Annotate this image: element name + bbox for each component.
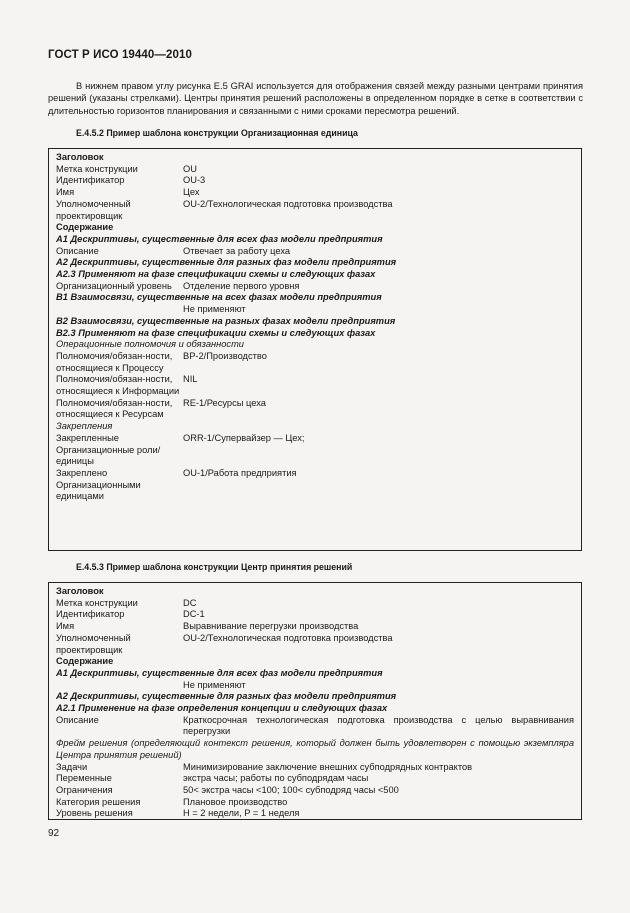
template-row bbox=[56, 351, 574, 374]
row-label: Описание bbox=[56, 714, 99, 725]
template-row bbox=[56, 598, 574, 610]
row-value: 50< экстра часы <100; 100< субподряд часы <500 bbox=[183, 784, 399, 795]
template-box-decision-center bbox=[48, 582, 582, 820]
intro-paragraph bbox=[48, 80, 583, 117]
template-row bbox=[56, 374, 574, 397]
row-label: Описание bbox=[56, 245, 99, 256]
row-value: Краткосрочная технологическая подготовка производства с целью выравнивания перегрузки bbox=[183, 714, 574, 737]
template-row bbox=[56, 609, 574, 621]
a2-title: А2 Дескриптивы, существенные для разных фаз модели предприятия bbox=[56, 691, 397, 702]
row-label: Метка конструкции bbox=[56, 597, 138, 608]
row-label: Закрепленные Организационные роли/единицы bbox=[56, 432, 161, 467]
row-label: Категория решения bbox=[56, 796, 141, 807]
template-row bbox=[56, 468, 574, 503]
a1-title: А1 Дескриптивы, существенные для всех фаз модели предприятия bbox=[56, 667, 383, 678]
standard-header: ГОСТ Р ИСО 19440—2010 bbox=[48, 49, 193, 61]
header-title: Заголовок bbox=[56, 586, 104, 596]
row-label: Метка конструкции bbox=[56, 163, 138, 174]
template-row bbox=[56, 246, 574, 258]
template-row bbox=[56, 175, 574, 187]
row-value: H = 2 недели, P = 1 неделя bbox=[183, 808, 300, 819]
header-title: Заголовок bbox=[56, 152, 104, 162]
template-box-org-unit bbox=[48, 148, 582, 551]
template-row bbox=[56, 187, 574, 199]
template-row bbox=[56, 762, 574, 774]
row-label: Организационный уровень bbox=[56, 280, 172, 291]
content-title: Содержание bbox=[56, 656, 114, 667]
row-value: ORR-1/Супервайзер — Цех; bbox=[183, 432, 305, 443]
intro-text: В нижнем правом углу рисунка Е.5 GRAI используется для отображения связей между разными центрами принятия решений (указаны стрелками). Центры принятия решений расположены в определенном порядке в сетке в соответствии с длительностью горизонтов планирования и связанными с ними сроками пересмотра решений. bbox=[48, 81, 583, 116]
template-row bbox=[56, 785, 574, 797]
section-heading-decision-center: Е.4.5.3 Пример шаблона конструкции Центр принятия решений bbox=[76, 562, 353, 572]
row-value: OU-3 bbox=[183, 175, 206, 186]
row-value: OU-2/Технологическая подготовка производства bbox=[183, 198, 393, 209]
b1-title: В1 Взаимосвязи, существенные на всех фазах модели предприятия bbox=[56, 292, 382, 303]
template-row bbox=[56, 433, 574, 468]
row-value: Плановое производство bbox=[183, 796, 288, 807]
a23-title: А2.3 Применяют на фазе спецификации схемы и следующих фазах bbox=[56, 269, 376, 280]
template-row bbox=[56, 797, 574, 809]
row-value: RE-1/Ресурсы цеха bbox=[183, 397, 266, 408]
template-row bbox=[56, 281, 574, 293]
row-value: Отделение первого уровня bbox=[183, 280, 300, 291]
a1-title: А1 Дескриптивы, существенные для всех фаз модели предприятия bbox=[56, 233, 383, 244]
template-row bbox=[56, 199, 574, 222]
section-heading-org-unit: Е.4.5.2 Пример шаблона конструкции Организационная единица bbox=[76, 128, 358, 138]
row-label: Идентификатор bbox=[56, 609, 125, 620]
row-label: Полномочия/обязан-ности, относящиеся к Процессу bbox=[56, 350, 173, 373]
row-label: Уровень решения bbox=[56, 808, 133, 819]
row-label: Уполномоченный проектировщик bbox=[56, 198, 131, 221]
row-label: Уполномоченный проектировщик bbox=[56, 632, 131, 655]
row-label: Закреплено Организационными единицами bbox=[56, 467, 141, 502]
a21-title: А2.1 Применение на фазе определения концепции и следующих фазах bbox=[56, 703, 388, 714]
template-row bbox=[56, 808, 574, 820]
row-value: OU-2/Технологическая подготовка производства bbox=[183, 632, 393, 643]
row-label: Ограничения bbox=[56, 784, 113, 795]
op-title: Операционные полномочия и обязанности bbox=[56, 339, 244, 350]
template-row bbox=[56, 164, 574, 176]
row-label: Полномочия/обязан-ности, относящиеся к Ресурсам bbox=[56, 397, 173, 420]
b1-value: Не применяют bbox=[183, 304, 246, 315]
row-value: Отвечает за работу цеха bbox=[183, 245, 291, 256]
b2-title: В2 Взаимосвязи, существенные на разных фазах модели предприятия bbox=[56, 315, 396, 326]
row-label: Идентификатор bbox=[56, 175, 125, 186]
row-label: Задачи bbox=[56, 761, 88, 772]
a2-title: А2 Дескриптивы, существенные для разных фаз модели предприятия bbox=[56, 257, 397, 268]
page-number: 92 bbox=[48, 828, 60, 839]
row-value: DC-1 bbox=[183, 609, 205, 620]
row-label: Имя bbox=[56, 187, 75, 198]
row-value: DC bbox=[183, 597, 197, 608]
template-row bbox=[56, 398, 574, 421]
row-value: OU-1/Работа предприятия bbox=[183, 467, 297, 478]
template-row bbox=[56, 773, 574, 785]
template-row bbox=[56, 633, 574, 656]
row-value: экстра часы; работы по субподрядам часы bbox=[183, 773, 369, 784]
row-value: Цех bbox=[183, 187, 200, 198]
a1-value: Не применяют bbox=[183, 679, 246, 690]
template-row bbox=[56, 621, 574, 633]
row-value: Минимизирование заключение внешних субподрядных контрактов bbox=[183, 761, 473, 772]
template-row bbox=[56, 715, 574, 738]
b23-title: В2.3 Применяют на фазе спецификации схемы и следующих фазах bbox=[56, 327, 376, 338]
fix-title: Закрепления bbox=[56, 421, 113, 432]
row-value: Выравнивание перегрузки производства bbox=[183, 621, 359, 632]
content-title: Содержание bbox=[56, 222, 114, 233]
row-label: Полномочия/обязан-ности, относящиеся к Информации bbox=[56, 374, 180, 397]
row-value: NIL bbox=[183, 374, 198, 385]
row-value: BP-2/Производство bbox=[183, 350, 267, 361]
decision-frame-text: Фрейм решения (определяющий контекст решения, который должен быть удовлетворен с помощью экземпляра Центра принятия решений) bbox=[56, 738, 574, 760]
row-label: Переменные bbox=[56, 773, 112, 784]
row-value: OU bbox=[183, 163, 197, 174]
row-label: Имя bbox=[56, 621, 75, 632]
